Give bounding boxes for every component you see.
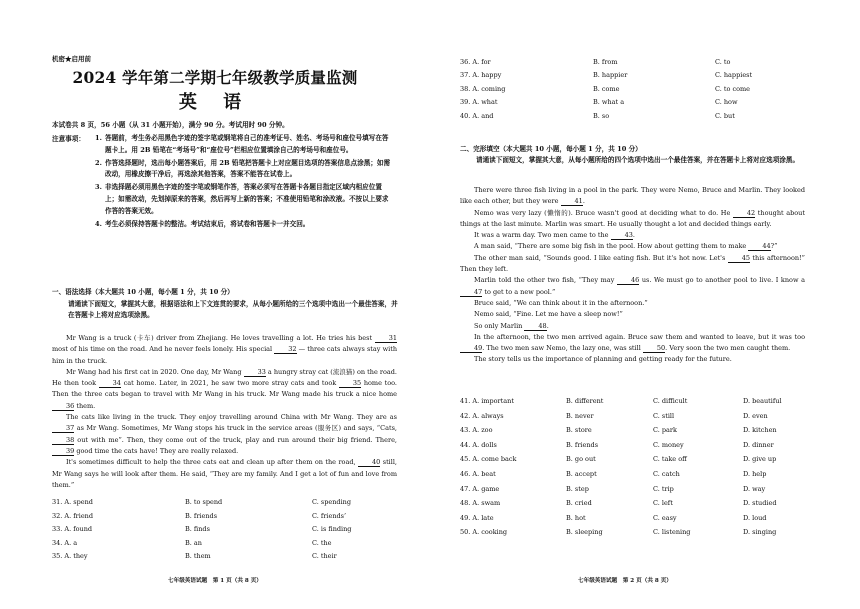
passage-paragraph xyxy=(460,185,805,208)
option-choice: B. never xyxy=(566,411,594,420)
option-choice: B. what a xyxy=(593,98,625,107)
passage-text: The story tells us the importance of planning and getting ready for the future. xyxy=(474,355,732,364)
answer-blank: 43 xyxy=(611,231,633,240)
passage-paragraph xyxy=(460,309,805,320)
passage-text: In the afternoon, the two men arrived again. Bruce saw them and wanted to leave, but it was too xyxy=(474,332,805,341)
section1-instruction: 请通读下面短文，掌握其大意，根据语法和上下文连贯的要求，从每小题所给的三个选项中选出一个最佳答案，并在答题卡上将对应选项涂黑。 xyxy=(68,300,398,319)
passage-text: Bruce said, “We can think about it in the afternoon.” xyxy=(474,298,648,307)
option-choice: 49. A. late xyxy=(460,513,494,522)
answer-blank: 50 xyxy=(643,344,665,353)
passage-text: out with me”. Then, they come out of the truck, play and run around their big friend. There, xyxy=(74,435,397,444)
passage-text: So only Marlin xyxy=(474,321,525,330)
passage-text: home too. Then the three cats began to travel with Mr Wang in his truck. Mr Wang made his truck a nice home xyxy=(52,379,397,399)
passage-paragraph xyxy=(52,367,397,412)
option-choice: 50. A. cooking xyxy=(460,528,508,537)
option-choice: B. an xyxy=(185,538,202,547)
option-choice: D. studied xyxy=(743,499,777,508)
answer-blank: 42 xyxy=(733,209,755,218)
passage-paragraph xyxy=(460,241,805,252)
option-choice: C. money xyxy=(653,440,684,449)
answer-blank: 44 xyxy=(748,242,770,251)
exam-info: 本试卷共 8 页，56 小题（从 31 小题开始），满分 90 分。考试用时 90 分钟。 xyxy=(52,121,289,129)
option-choice: 33. A. found xyxy=(52,525,93,534)
grammar-options xyxy=(52,498,397,568)
option-choice: C. catch xyxy=(653,470,680,478)
option-choice: 34. A. a xyxy=(52,538,78,547)
passage-text: them. xyxy=(74,401,96,410)
option-choice: B. step xyxy=(566,484,589,493)
option-choice: B. from xyxy=(593,58,618,66)
option-choice: D. loud xyxy=(743,513,767,522)
passage-text: this afternoon!” Then they left. xyxy=(460,253,805,274)
passage-text: The other man said, “Sounds good. I like eating fish. But it's hot now. Let's xyxy=(474,253,728,262)
passage-text: cat home. Later, in 2021, he saw two more stray cats and took xyxy=(120,379,339,388)
passage-text: a hungry stray cat (流浪猫) on the road. He then took xyxy=(52,367,397,388)
passage-text: . The two men saw Nemo, the lazy one, was still xyxy=(482,344,643,353)
passage-text: . xyxy=(632,231,635,240)
option-choice: B. friends xyxy=(185,511,218,520)
option-choice: C. to xyxy=(715,58,731,66)
passage-text: Marlin told the other two fish, “They may xyxy=(474,276,617,285)
passage-paragraph xyxy=(52,412,397,457)
answer-blank: 38 xyxy=(52,436,74,445)
exam-title: 2024 学年第二学期七年级教学质量监测 xyxy=(72,68,358,87)
option-choice: 37. A. happy xyxy=(460,71,502,80)
passage-text: Nemo said, “Fine. Let me have a sleep now!” xyxy=(474,310,623,319)
option-choice: D. give up xyxy=(743,455,777,464)
option-choice: 31. A. spend xyxy=(52,498,93,506)
option-choice: C. the xyxy=(312,538,332,547)
option-choice: 36. A. for xyxy=(460,58,491,66)
option-choice: B. hot xyxy=(566,513,586,522)
passage-text: thought about things at the last minute. Marlin was smart. He usually thought a lot and decided things early. xyxy=(460,208,805,228)
answer-blank: 46 xyxy=(617,276,639,285)
answer-blank: 39 xyxy=(52,447,74,456)
option-choice: C. take off xyxy=(653,455,687,464)
note-item: 2. 作答选择题时，选出每小题答案后，用 2B 铅笔把答题卡上对应题目选项的答案信息点涂黑；如需改动，用橡皮擦干净后，再选涂其他答案，答案不能答在试卷上。 xyxy=(95,158,391,179)
option-choice: C. listening xyxy=(653,528,691,537)
subject-title: 英 语 xyxy=(178,92,252,113)
cloze-options xyxy=(460,397,805,547)
passage-text: There were three fish living in a pool in the park. They were Nemo, Bruce and Marlin. They looked like each other, but they were xyxy=(460,186,805,206)
answer-blank: 48 xyxy=(524,322,546,331)
passage-text: as Mr Wang. Sometimes, Mr Wang stops his truck in the service areas (服务区) and says, “Cats, xyxy=(74,424,397,433)
option-choice: C. spending xyxy=(312,498,351,506)
option-choice: C. friends’ xyxy=(312,511,347,520)
answer-blank: 36 xyxy=(52,402,74,411)
section1-heading: 一、语法选择（本大题共 10 小题，每小题 1 分，共 10 分） xyxy=(52,288,234,296)
option-choice: C. how xyxy=(715,98,738,107)
option-choice: C. left xyxy=(653,499,673,508)
grammar-passage xyxy=(52,333,397,491)
answer-blank: 47 xyxy=(460,288,482,297)
option-choice: B. so xyxy=(593,111,610,120)
passage-text: still, Mr Wang says he will look after them. He said, “They are my family. And I get a lot of fun and love from them.” xyxy=(52,458,397,489)
option-choice: D. beautiful xyxy=(743,397,782,405)
option-choice: 48. A. swam xyxy=(460,499,501,508)
option-choice: 42. A. always xyxy=(460,411,504,420)
passage-text: . Very soon the two men caught them. xyxy=(665,344,791,353)
passage-text: A man said, “There are some big fish in the pool. How about getting them to make xyxy=(474,242,749,251)
option-choice: D. dinner xyxy=(743,440,774,449)
passage-text: — three cats always stay with him in the truck. xyxy=(52,345,398,365)
option-choice: 38. A. coming xyxy=(460,84,506,93)
option-choice: B. come xyxy=(593,84,620,93)
passage-paragraph xyxy=(460,321,805,332)
option-choice: 39. A. what xyxy=(460,98,498,107)
passage-paragraph xyxy=(52,333,397,367)
option-choice: B. cried xyxy=(566,499,592,508)
section2-instruction: 请通读下面短文，掌握其大意，从每小题所给的四个选项中选出一个最佳答案，并在答题卡上将对应选项涂黑。 xyxy=(476,156,800,164)
option-choice: 43. A. zoo xyxy=(460,426,493,435)
exam-page-2 xyxy=(430,0,860,609)
notes-heading: 注意事项： xyxy=(52,135,85,143)
option-choice: B. happier xyxy=(593,71,628,80)
option-choice: C. but xyxy=(715,111,735,120)
option-choice: B. them xyxy=(185,552,211,561)
option-choice: C. trip xyxy=(653,484,674,493)
option-choice: 35. A. they xyxy=(52,552,88,561)
option-choice: C. their xyxy=(312,552,337,561)
answer-blank: 31 xyxy=(375,334,397,343)
option-choice: D. kitchen xyxy=(743,426,777,435)
passage-paragraph xyxy=(460,275,805,298)
option-choice: C. to come xyxy=(715,84,751,93)
option-choice: B. accept xyxy=(566,470,597,478)
note-item: 1. 答题前，考生务必用黑色字迹的签字笔或钢笔将自己的准考证号、姓名、考场号和座位号填写在答题卡上。用 2B 铅笔在“考场号”和“座位号”栏相应位置填涂自己的考场号和座位号。 xyxy=(95,134,389,154)
passage-text: to get to a new pool.” xyxy=(482,287,556,296)
passage-paragraph xyxy=(460,332,805,355)
page-footer: 七年级英语试题 第 2 页（共 8 页） xyxy=(578,578,672,584)
passage-paragraph xyxy=(52,457,397,491)
passage-text: It was a warm day. Two men came to the xyxy=(474,231,611,240)
option-choice: D. way xyxy=(743,484,766,493)
answer-blank: 33 xyxy=(244,368,266,377)
notes-list xyxy=(95,133,395,231)
option-choice: C. difficult xyxy=(653,397,688,405)
passage-text: It's sometimes difficult to help the three cats eat and clean up after them on the road, xyxy=(66,458,359,467)
option-choice: B. go out xyxy=(566,455,596,464)
option-choice: 46. A. beat xyxy=(460,470,496,478)
option-choice: B. sleeping xyxy=(566,528,603,537)
option-choice: 44. A. dolls xyxy=(460,440,497,449)
passage-text: Mr Wang had his first cat in 2020. One day, Mr Wang xyxy=(66,367,244,376)
option-choice: 32. A. friend xyxy=(52,511,94,520)
option-choice: 47. A. game xyxy=(460,484,500,493)
answer-blank: 32 xyxy=(274,345,296,354)
passage-paragraph xyxy=(460,208,805,231)
passage-text: most of his time on the road. And he never feels lonely. His special xyxy=(52,345,275,354)
option-choice: C. happiest xyxy=(715,71,753,80)
option-choice: B. friends xyxy=(566,440,599,449)
page-footer: 七年级英语试题 第 1 页（共 8 页） xyxy=(168,578,262,584)
passage-text: Nemo was very lazy (懒惰的). Bruce wasn't good at deciding what to do. He xyxy=(474,208,733,217)
passage-text: good time the cats have! They are really relaxed. xyxy=(74,446,239,455)
answer-blank: 35 xyxy=(339,379,361,388)
option-choice: B. to spend xyxy=(185,498,223,506)
passage-text: Mr Wang is a truck (卡车) driver from Zhejiang. He loves travelling a lot. He tries his best xyxy=(66,334,375,342)
option-choice: C. still xyxy=(653,411,675,420)
option-choice: 40. A. and xyxy=(460,111,494,120)
option-choice: C. park xyxy=(653,426,677,435)
passage-text: ?” xyxy=(770,242,778,251)
option-choice: B. different xyxy=(566,397,604,405)
option-choice: B. finds xyxy=(185,525,210,534)
option-choice: D. singing xyxy=(743,528,777,537)
cloze-passage xyxy=(460,185,805,366)
passage-paragraph xyxy=(460,354,805,365)
answer-blank: 37 xyxy=(52,424,74,433)
passage-text: us. We must go to another pool to live. I know a xyxy=(639,276,805,285)
grammar-options-continued xyxy=(460,58,805,128)
passage-text: . xyxy=(582,197,585,206)
option-choice: C. easy xyxy=(653,513,677,522)
confidential-label: 机密★启用前 xyxy=(52,55,91,63)
passage-paragraph xyxy=(460,230,805,241)
option-choice: D. help xyxy=(743,470,767,478)
passage-paragraph xyxy=(460,298,805,309)
option-choice: B. store xyxy=(566,426,592,435)
option-choice: D. even xyxy=(743,411,768,420)
option-choice: C. is finding xyxy=(312,525,352,534)
answer-blank: 40 xyxy=(358,458,380,467)
passage-text: The cats like living in the truck. They enjoy travelling around China with Mr Wang. They are as xyxy=(66,413,397,422)
answer-blank: 49 xyxy=(460,344,482,353)
note-item: 4. 考生必须保持答题卡的整洁。考试结束后，将试卷和答题卡一并交回。 xyxy=(95,219,310,228)
option-choice: 41. A. important xyxy=(460,397,514,405)
passage-text: . xyxy=(546,321,549,330)
answer-blank: 34 xyxy=(99,379,121,388)
passage-paragraph xyxy=(460,253,805,276)
option-choice: 45. A. come back xyxy=(460,455,517,464)
section2-heading: 二、完形填空（本大题共 10 小题，每小题 1 分，共 10 分） xyxy=(460,145,642,153)
answer-blank: 45 xyxy=(728,254,750,263)
answer-blank: 41 xyxy=(561,197,583,206)
note-item: 3. 非选择题必须用黑色字迹的签字笔或钢笔作答，答案必须写在答题卡各题目指定区域内相应位置上；如需改动，先划掉原来的答案，然后再写上新的答案；不准使用铅笔和涂改液。不按以上要求作答的答案无效。 xyxy=(95,183,389,215)
